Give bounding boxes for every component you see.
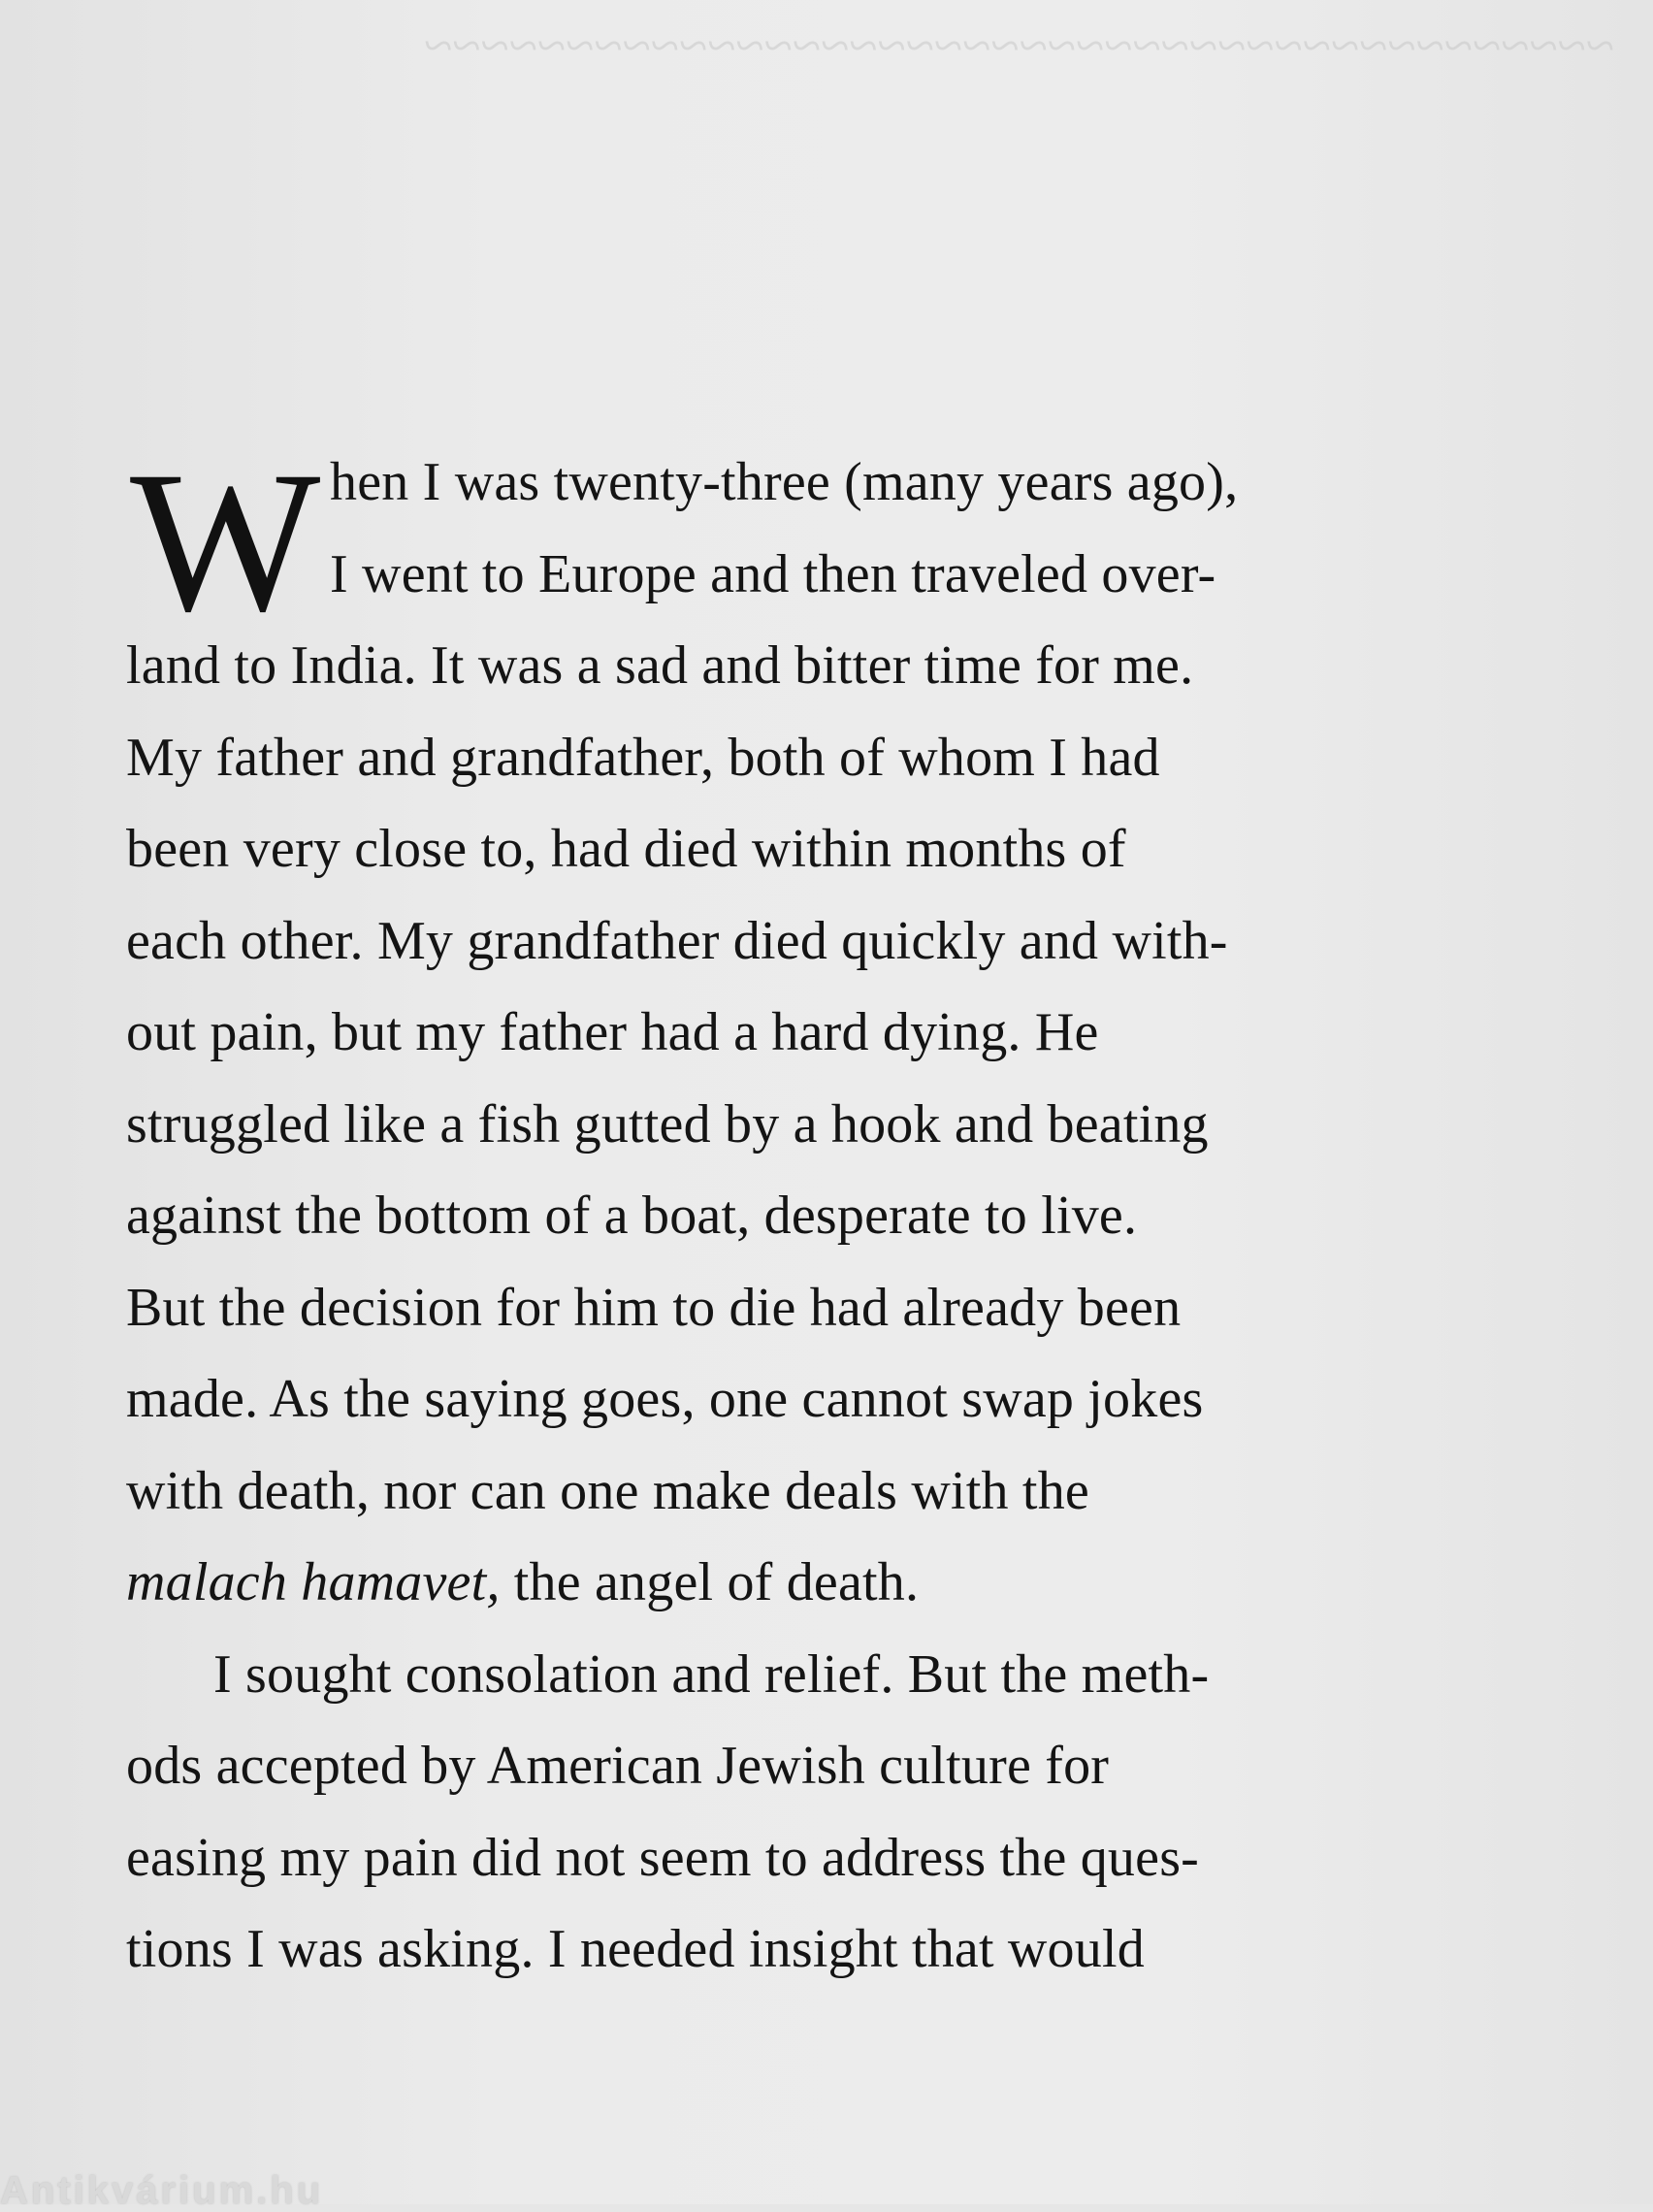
text-line: land to India. It was a sad and bitter time for me.	[126, 635, 1194, 696]
text-line: against the bottom of a boat, desperate to live.	[126, 1186, 1138, 1246]
text-line: out pain, but my father had a hard dying. He	[126, 1002, 1099, 1062]
body-text	[126, 430, 1445, 1996]
text-line: each other. My grandfather died quickly and with-	[126, 910, 1228, 971]
text-line: hen I was twenty-three (many years ago),	[330, 452, 1239, 512]
watermark: Antikvárium.hu	[0, 2169, 324, 2212]
text-line: I went to Europe and then traveled over-	[330, 543, 1216, 604]
text-line: with death, nor can one make deals with the	[126, 1460, 1089, 1521]
paragraph-2-line: easing my pain did not seem to address the ques-	[126, 1827, 1200, 1888]
paragraph-2-line: I sought consolation and relief. But the meth-	[213, 1643, 1210, 1705]
text-line: But the decision for him to die had already been	[126, 1277, 1182, 1338]
paragraph-2-line: ods accepted by American Jewish culture for	[126, 1736, 1110, 1796]
text-line: made. As the saying goes, one cannot swap jokes	[126, 1369, 1204, 1429]
text-line: My father and grandfather, both of whom I had	[126, 727, 1160, 788]
show-through-text: ~~~~~~~~~~~~~~~~~~~~~~~~~~~~~~~~~~~~~~~~~~	[423, 16, 1614, 75]
italic-line-rest: the angel of death.	[500, 1552, 920, 1612]
italic-phrase: malach hamavet,	[126, 1552, 501, 1612]
text-line-italic	[126, 1537, 1445, 1629]
text-line: struggled like a fish gutted by a hook and beating	[126, 1093, 1209, 1155]
drop-cap: W	[130, 430, 321, 653]
text-line: been very close to, had died within months of	[126, 819, 1126, 879]
paragraph-2-line: tions I was asking. I needed insight that would	[126, 1919, 1145, 1979]
